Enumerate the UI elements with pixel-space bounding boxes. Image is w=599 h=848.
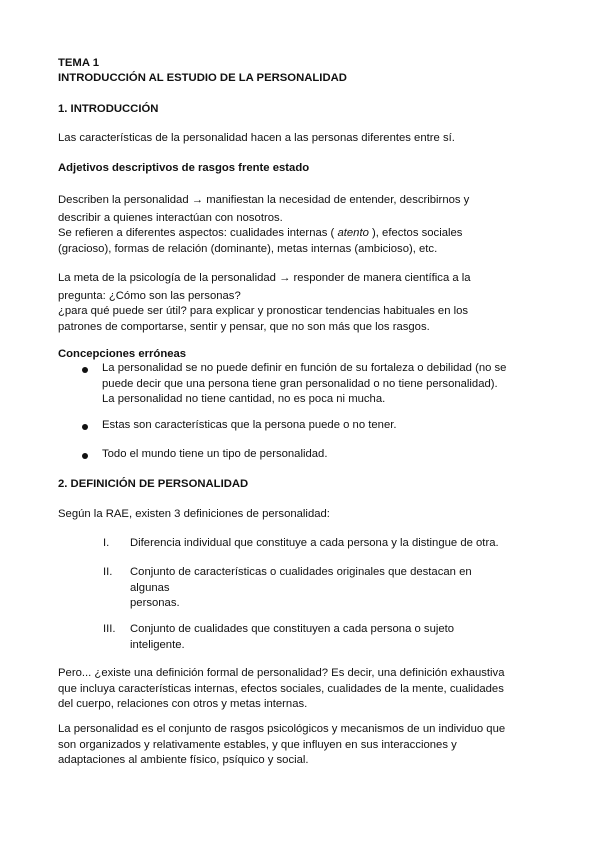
definition-item (130, 536, 550, 552)
text-run: ), efectos sociales (368, 227, 463, 239)
misconception-item (102, 447, 548, 463)
paragraph-line: La meta de la psicología de la personalidad → responder de manera científica a la (58, 272, 471, 284)
section-1-intro: Las características de la personalidad hacen a las personas diferentes entre sí. (58, 132, 455, 144)
misconceptions-heading: Concepciones erróneas (58, 348, 187, 360)
list-line: Diferencia individual que constituye a cada persona y la distingue de otra. (130, 537, 499, 549)
bullet-icon (82, 424, 88, 430)
italic-example: atento (337, 227, 369, 239)
definition-item (130, 565, 550, 612)
tema-label: TEMA 1 (58, 57, 100, 69)
list-line: Conjunto de cualidades que constituyen a cada persona o sujeto (130, 623, 455, 635)
list-line: La personalidad no tiene cantidad, no es poca ni mucha. (102, 393, 386, 405)
definition-number: I. (103, 537, 110, 549)
paragraph-line: que incluya características internas, efectos sociales, cualidades de la mente, cualidades (58, 682, 504, 695)
paragraph-line: Pero... ¿existe una definición formal de personalidad? Es decir, una definición exhaustiva (58, 667, 505, 679)
list-line: puede decir que una persona tiene gran personalidad o no tiene personalidad). (102, 377, 498, 390)
paragraph-describen (58, 193, 548, 257)
section-1-heading: 1. INTRODUCCIÓN (58, 103, 159, 115)
list-line: Conjunto de características o cualidades originales que destacan en (130, 566, 472, 578)
definition-number: III. (103, 623, 116, 635)
paragraph-line: (gracioso), formas de relación (dominante), metas internas (ambicioso), etc. (58, 242, 438, 255)
list-line: Estas son características que la persona puede o no tener. (102, 419, 397, 431)
list-line: algunas (130, 581, 170, 594)
paragraph-line: pregunta: ¿Cómo son las personas? (58, 289, 241, 302)
paragraph-definicion (58, 722, 548, 769)
section-2-heading: 2. DEFINICIÓN DE PERSONALIDAD (58, 478, 249, 490)
definition-number: II. (103, 566, 113, 578)
list-line: inteligente. (130, 638, 185, 651)
definition-item (130, 622, 550, 653)
text-run: Se refieren a diferentes aspectos: cualidades internas ( (58, 227, 338, 239)
paragraph-line: adaptaciones al ambiente físico, psíquico y social. (58, 754, 309, 766)
list-line: Todo el mundo tiene un tipo de personalidad. (102, 448, 328, 460)
paragraph-line: del cuerpo, relaciones con otros y metas internas. (58, 698, 308, 710)
section-2-intro: Según la RAE, existen 3 definiciones de personalidad: (58, 508, 330, 520)
bullet-icon (82, 453, 88, 459)
misconception-item (102, 361, 548, 408)
paragraph-line: Describen la personalidad → manifiestan la necesidad de entender, describirnos y (58, 194, 470, 206)
list-line: La personalidad se no puede definir en función de su fortaleza o debilidad (no se (102, 362, 507, 374)
paragraph-line (58, 226, 548, 242)
paragraph-pero (58, 666, 548, 713)
paragraph-line: son organizados y relativamente estables, y que influyen en sus interacciones y (58, 738, 457, 751)
paragraph-meta (58, 271, 548, 335)
paragraph-line: La personalidad es el conjunto de rasgos psicológicos y mecanismos de un individuo que (58, 723, 506, 735)
paragraph-line: describir a quienes interactúan con nosotros. (58, 211, 283, 224)
paragraph-line: ¿para qué puede ser útil? para explicar y pronosticar tendencias habituales en los (58, 305, 469, 317)
subheading-adjetivos: Adjetivos descriptivos de rasgos frente estado (58, 162, 310, 174)
document-title: INTRODUCCIÓN AL ESTUDIO DE LA PERSONALIDAD (58, 72, 347, 84)
bullet-icon (82, 367, 88, 373)
misconception-item (102, 418, 548, 434)
list-line: personas. (130, 597, 180, 609)
paragraph-line: patrones de comportarse, sentir y pensar, que no son más que los rasgos. (58, 320, 430, 333)
